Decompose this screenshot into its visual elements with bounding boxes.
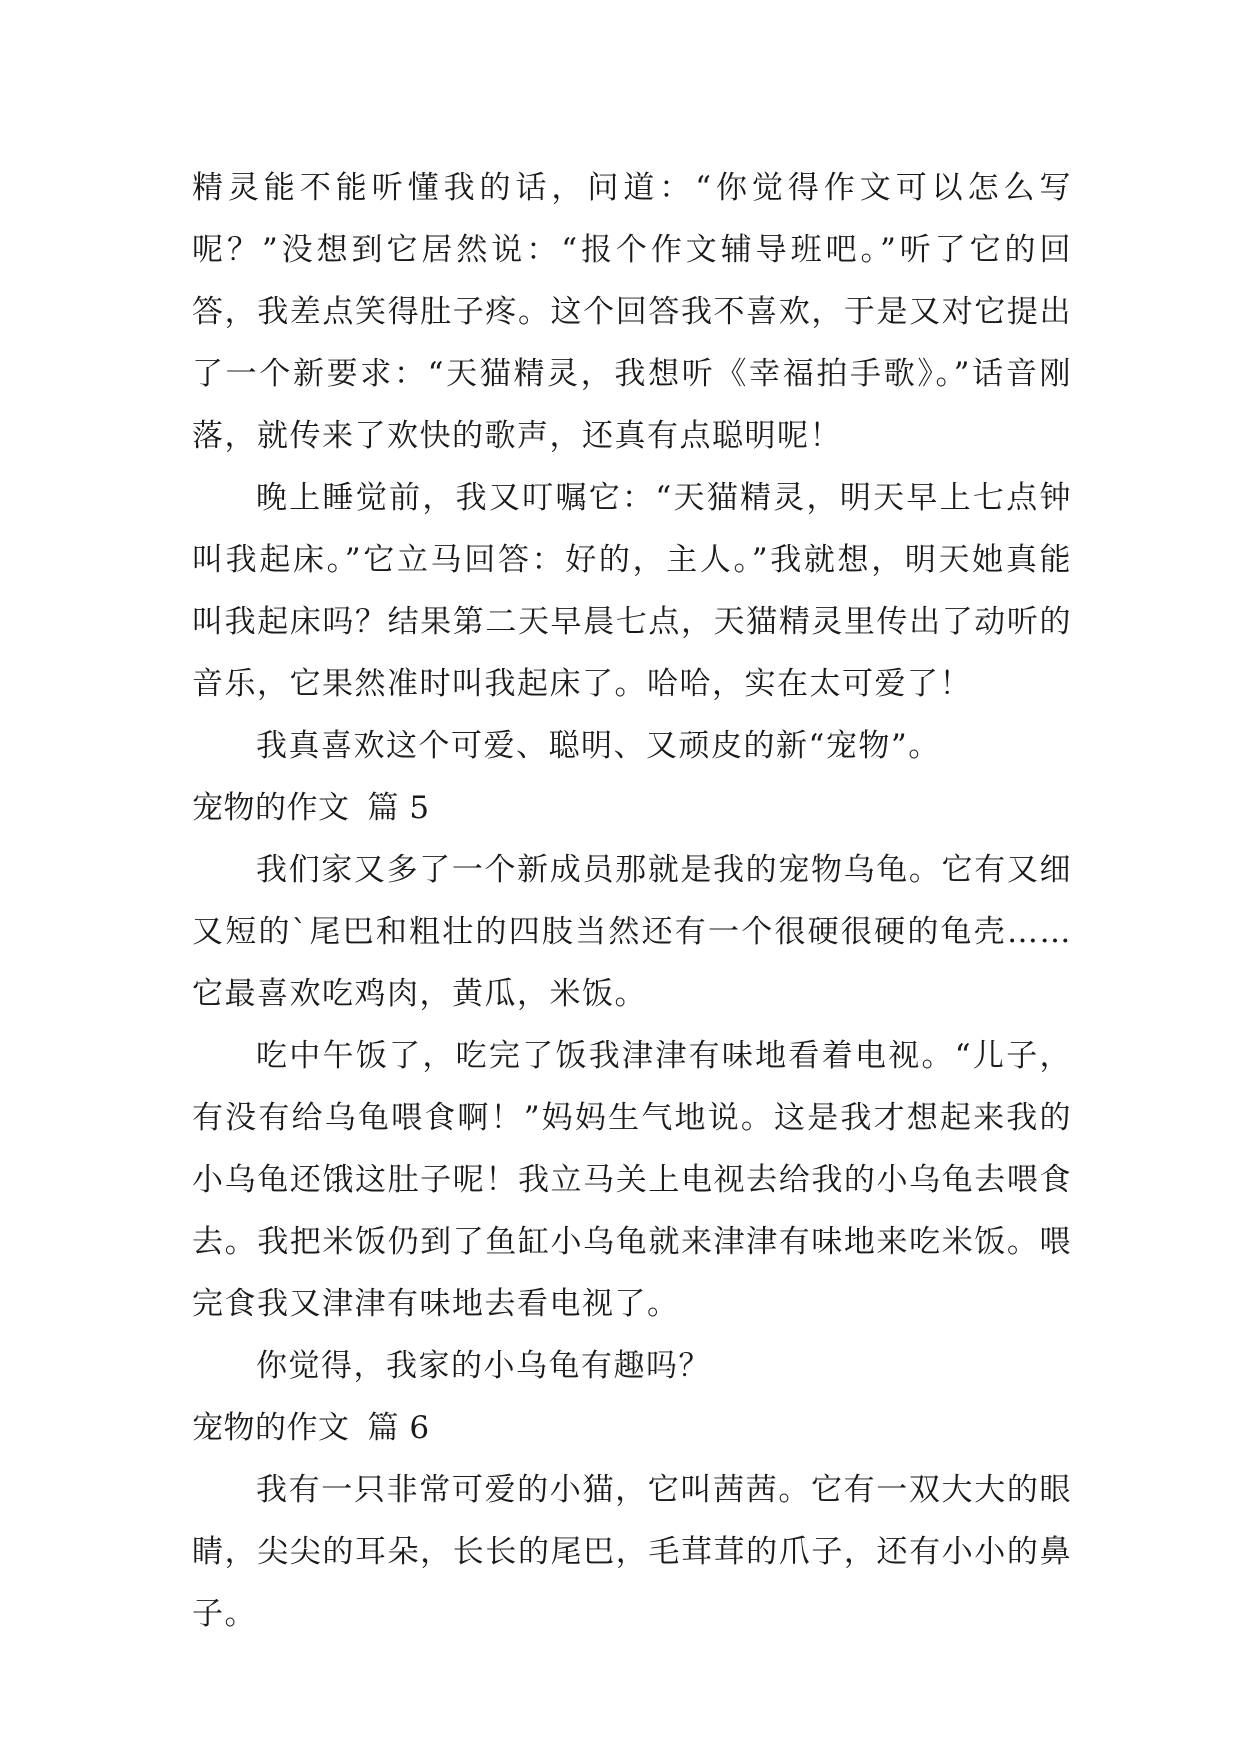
paragraph-2: 晚上睡觉前，我又叮嘱它：“天猫精灵，明天早上七点钟叫我起床。”它立马回答：好的，主人。”我就想，明天她真能叫我起床吗？结果第二天早晨七点，天猫精灵里传出了动听的音乐，它果然准时叫我起床了。哈哈，实在太可爱了！: [192, 480, 1072, 702]
paragraph-6: 你觉得，我家的小乌龟有趣吗？: [256, 1348, 711, 1384]
paragraph-4: 我们家又多了一个新成员那就是我的宠物乌龟。它有又细又短的`尾巴和粗壮的四肢当然还有一个很硬很硬的龟壳……它最喜欢吃鸡肉，黄瓜，米饭。: [192, 852, 1072, 1012]
section-heading-number: 篇 5: [367, 790, 430, 826]
section-heading-5: [192, 777, 1072, 839]
section-heading-title: 宠物的作文: [192, 1410, 350, 1446]
section-heading-title: 宠物的作文: [192, 790, 350, 826]
paragraph-5: 吃中午饭了，吃完了饭我津津有味地看着电视。“儿子，有没有给乌龟喂食啊！”妈妈生气地说。这是我才想起来我的小乌龟还饿这肚子呢！我立马关上电视去给我的小乌龟去喂食去。我把米饭仍到了鱼缸小乌龟就来津津有味地来吃米饭。喂完食我又津津有味地去看电视了。: [192, 1038, 1072, 1322]
section-heading-number: 篇 6: [367, 1410, 430, 1446]
paragraph-7: 我有一只非常可爱的小猫，它叫茜茜。它有一双大大的眼睛，尖尖的耳朵，长长的尾巴，毛茸茸的爪子，还有小小的鼻子。: [192, 1472, 1072, 1632]
document-body: [192, 157, 1072, 1645]
paragraph-1: 精灵能不能听懂我的话，问道：“你觉得作文可以怎么写呢？”没想到它居然说：“报个作文辅导班吧。”听了它的回答，我差点笑得肚子疼。这个回答我不喜欢，于是又对它提出了一个新要求：“天猫精灵，我想听《幸福拍手歌》。”话音刚落，就传来了欢快的歌声，还真有点聪明呢！: [192, 170, 1072, 454]
paragraph-3: 我真喜欢这个可爱、聪明、又顽皮的新“宠物”。: [256, 728, 941, 764]
section-heading-6: [192, 1397, 1072, 1459]
